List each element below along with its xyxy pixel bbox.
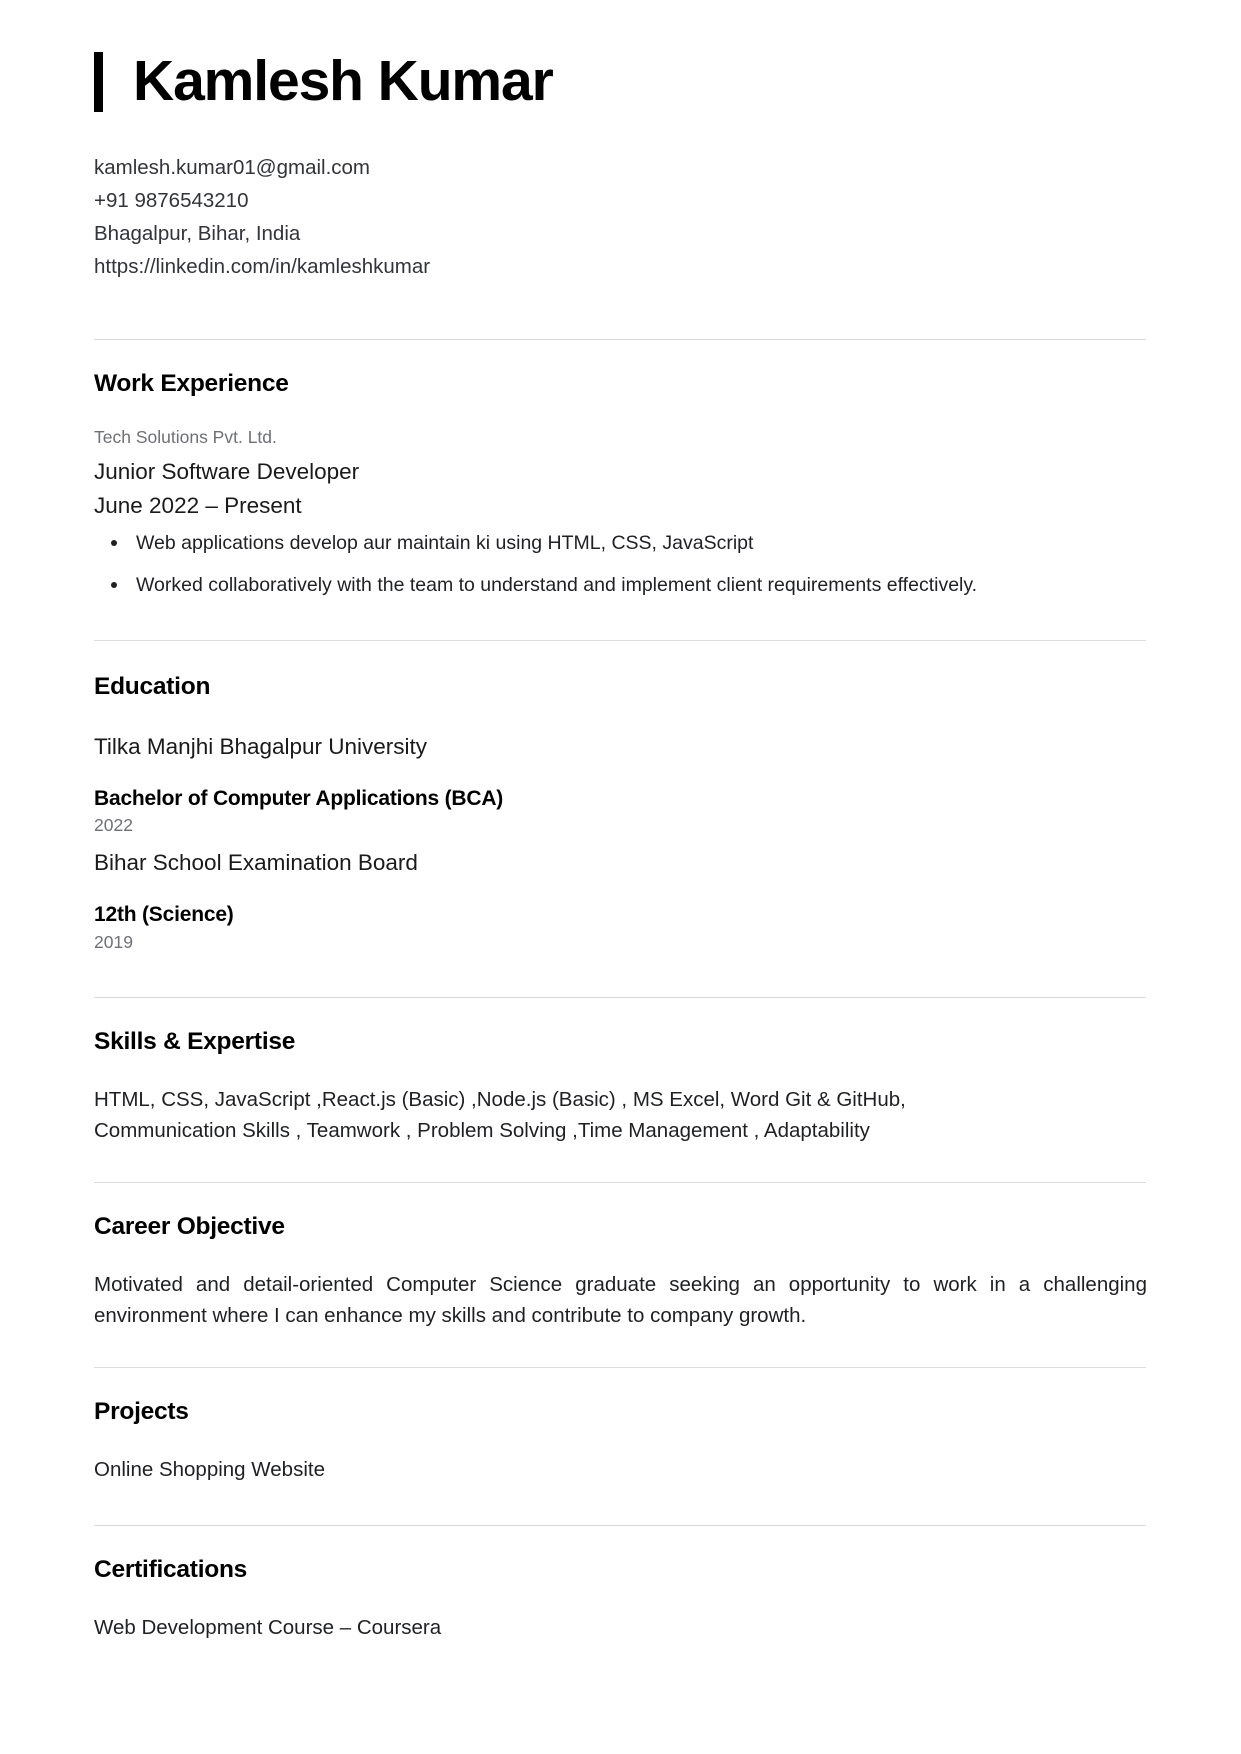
education-degree: 12th (Science) — [94, 903, 234, 927]
section-title-career-objective: Career Objective — [94, 1213, 285, 1241]
section-title-skills: Skills & Expertise — [94, 1028, 296, 1056]
skills-line-1: HTML, CSS, JavaScript ,React.js (Basic) ,Node.js (Basic) , MS Excel, Word Git & GitHub, — [94, 1088, 906, 1112]
career-objective-text: Motivated and detail-oriented Computer Science graduate seeking an opportunity to work in a challenging environment where I can enhance my skills and contribute to company growth. — [94, 1273, 1147, 1328]
work-bullet-text: Web applications develop aur maintain ki using HTML, CSS, JavaScript — [136, 531, 754, 554]
work-company: Tech Solutions Pvt. Ltd. — [94, 426, 277, 447]
bullet-dot-icon — [111, 540, 117, 546]
list-item — [94, 571, 1147, 599]
section-work-experience — [94, 340, 1147, 600]
section-title-projects: Projects — [94, 1398, 189, 1426]
work-dates: June 2022 – Present — [94, 492, 302, 518]
section-education — [94, 641, 1147, 956]
section-title-work-experience: Work Experience — [94, 369, 289, 397]
skills-line-2: Communication Skills , Teamwork , Problem Solving ,Time Management , Adaptability — [94, 1119, 870, 1143]
name-accent-bar — [94, 52, 103, 112]
page-title: Kamlesh Kumar — [133, 49, 553, 113]
project-item: Online Shopping Website — [94, 1458, 325, 1482]
contact-linkedin-url[interactable]: https://linkedin.com/in/kamleshkumar — [94, 254, 431, 278]
work-bullet-text: Worked collaboratively with the team to understand and implement client requirements effectively. — [136, 574, 978, 597]
work-bullet-list — [94, 529, 1147, 600]
section-career-objective — [94, 1183, 1147, 1331]
section-skills — [94, 998, 1147, 1146]
work-role: Junior Software Developer — [94, 458, 360, 484]
contact-email: kamlesh.kumar01@gmail.com — [94, 155, 371, 179]
education-school: Bihar School Examination Board — [94, 849, 418, 875]
section-title-certifications: Certifications — [94, 1556, 248, 1584]
education-school: Tilka Manjhi Bhagalpur University — [94, 733, 428, 759]
education-year: 2019 — [94, 931, 133, 952]
section-title-education: Education — [94, 672, 211, 700]
contact-location: Bhagalpur, Bihar, India — [94, 221, 301, 245]
bullet-dot-icon — [111, 582, 117, 588]
section-projects — [94, 1368, 1147, 1485]
resume-content — [94, 0, 1147, 1643]
certification-item: Web Development Course – Coursera — [94, 1616, 442, 1640]
education-year: 2022 — [94, 815, 133, 836]
resume-header — [94, 0, 1147, 112]
education-degree: Bachelor of Computer Applications (BCA) — [94, 787, 504, 810]
contact-phone: +91 9876543210 — [94, 188, 249, 212]
section-certifications — [94, 1526, 1147, 1643]
name-wrapper — [133, 49, 553, 113]
contact-block — [94, 151, 1147, 283]
list-item — [94, 529, 1147, 557]
